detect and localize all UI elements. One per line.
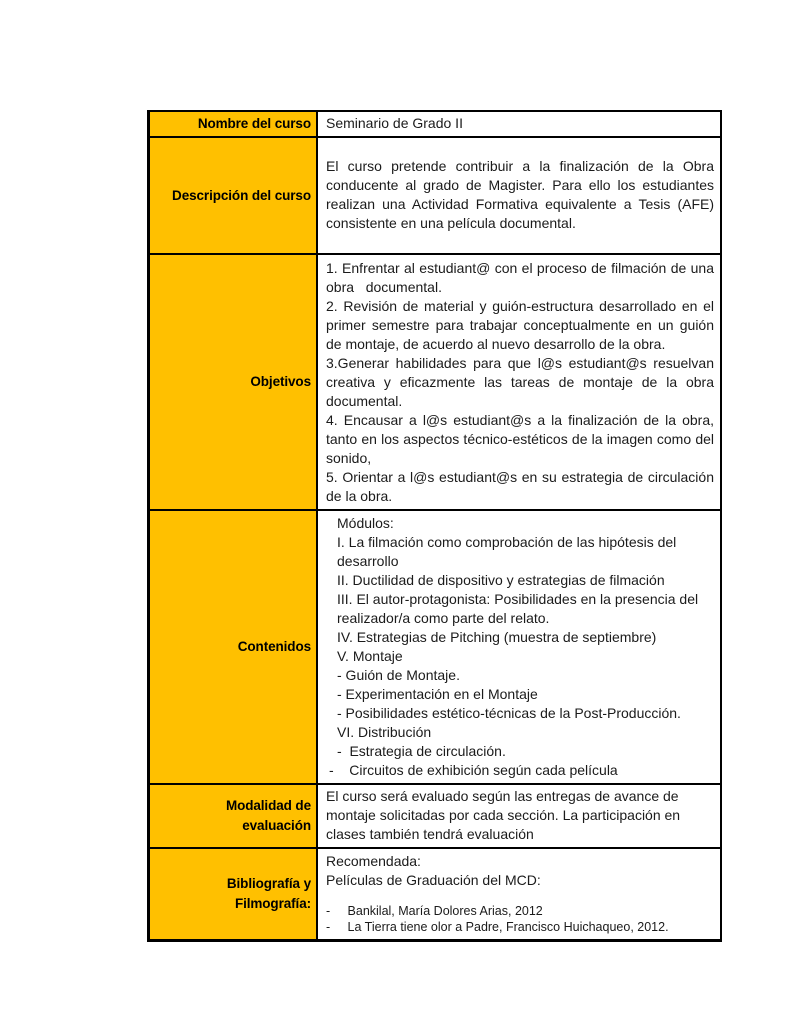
table-row-bibliografia [150,847,720,939]
text-line: - Guión de Montaje. [337,667,460,683]
table-row-objetivos [150,253,720,509]
contenidos-list [326,514,714,780]
descripcion-label: Descripción del curso [172,187,311,203]
text-line: 5. Orientar a l@s estudiant@s en su estrategia de circulación de la obra. [326,469,714,504]
text-line: - Circuitos de exhibición según cada película [329,762,618,778]
objetivos-list [326,259,714,506]
descripcion-text: El curso pretende contribuir a la finalización de la Obra conducente al grado de Magister. Para ello los estudiantes realizan una Actividad Formativa equivalente a Tesis (AFE) consistente en una película documental. [326,158,714,231]
contenidos-label-cell [150,511,318,783]
bibliografia-label-cell [150,849,318,939]
objetivos-content-cell [318,255,720,509]
objetivos-label-cell [150,255,318,509]
table-row-contenidos [150,509,720,783]
bibliografia-content-cell [318,849,720,939]
text-line: - Posibilidades estético-técnicas de la Post-Producción. [337,705,681,721]
text-line: Recomendada: [326,853,421,869]
course-syllabus-table [147,110,722,942]
text-line: 2. Revisión de material y guión-estructura desarrollado en el primer semestre para trabajar conceptualmente en un guión de montaje, de acuerdo al nuevo desarrollo de la obra. [326,298,714,352]
bibliografia-spacer [326,890,714,903]
modalidad-label: Modalidad de evaluación [225,798,311,833]
nombre-label: Nombre del curso [197,116,311,132]
text-line: VI. Distribución [337,724,432,740]
bibliografia-intro-list [326,852,714,890]
text-line: IV. Estrategias de Pitching (muestra de septiembre) [337,629,657,645]
descripcion-label-cell [150,138,318,253]
text-line: - Experimentación en el Montaje [337,686,538,702]
text-line: - Bankilal, María Dolores Arias, 2012 [326,904,543,918]
text-line: Películas de Graduación del MCD: [326,872,541,888]
contenidos-content-cell [318,511,720,783]
text-line: III. El autor-protagonista: Posibilidades en la presencia del realizador/a como parte del relato. [337,591,702,626]
descripcion-content-cell [318,138,720,253]
table-row-nombre [150,112,720,136]
text-line: Módulos: [337,515,394,531]
bibliografia-items-list [326,903,714,935]
course-name-value: Seminario de Grado II [326,115,463,131]
text-line: II. Ductilidad de dispositivo y estrategias de filmación [337,572,665,588]
nombre-content-cell [318,112,720,136]
text-line: I. La filmación como comprobación de las hipótesis del desarrollo [337,534,681,569]
bibliografia-label: Bibliografía y Filmografía: [226,876,311,911]
text-line: 3.Generar habilidades para que l@s estudiant@s resuelvan creativa y eficazmente las tareas de montaje de la obra documental. [326,355,714,409]
nombre-label-cell [150,112,318,136]
modalidad-label-cell [150,785,318,847]
objetivos-label: Objetivos [250,374,311,390]
contenidos-label: Contenidos [237,639,311,655]
text-line: - La Tierra tiene olor a Padre, Francisco Huichaqueo, 2012. [326,920,669,934]
text-line: 1. Enfrentar al estudiant@ con el proceso de filmación de una obra documental. [326,260,714,295]
table-row-descripcion [150,136,720,253]
modalidad-content-cell [318,785,720,847]
text-line: - Estrategia de circulación. [337,743,506,759]
text-line: 4. Encausar a l@s estudiant@s a la finalización de la obra, tanto en los aspectos técnico-estéticos de la imagen como del sonido, [326,412,714,466]
text-line: V. Montaje [337,648,403,664]
table-row-modalidad [150,783,720,847]
modalidad-text: El curso será evaluado según las entregas de avance de montaje solicitadas por cada sección. La participación en clases también tendrá evaluación [326,788,681,842]
